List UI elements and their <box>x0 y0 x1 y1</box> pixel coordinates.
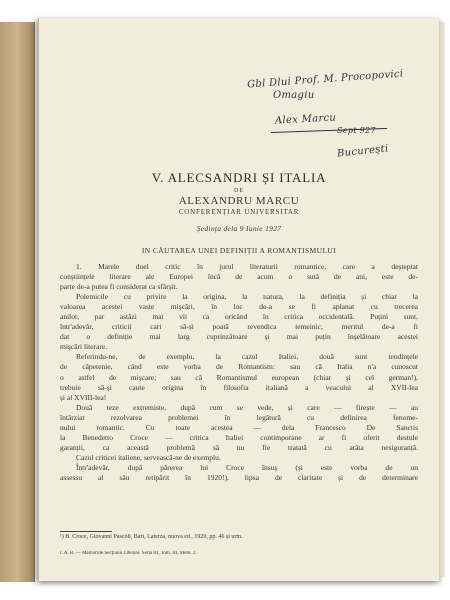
session-date: Ședința dela 9 Iunie 1927 <box>196 224 282 233</box>
body-line: într'adevăr, criticii cari să-și poată revendica temeinic, meritul de-a fi <box>60 322 418 332</box>
body-line: și al XVIII-lea! <box>60 392 107 402</box>
body-line: dat o definiție mai larg cuprinzătoare și mai puțin înșelătoare acestei <box>60 332 418 342</box>
body-line: Cazul criticei italiene, servească-ne de exemplu. <box>76 452 221 462</box>
body-line: valoarea acestei vaste mișcări, în loc de-a se fi aplanat cu trecerea <box>60 302 418 312</box>
handwritten-homage: Omagiu <box>273 90 315 101</box>
body-line: trebuie să-și caute origina în filosofia italiană a veacului al XVII-lea <box>60 382 418 392</box>
section-heading: IN CĂUTAREA UNEI DEFINIȚII A ROMANTISMULUI <box>141 246 337 255</box>
body-line: Două teze extremiste, după cum se vede, și care — firește — au <box>76 402 418 412</box>
body-line: Polemicile cu privire la origina, la natura, la definiția și chiar la <box>76 292 418 302</box>
body-line: garanții, ca această problemă să nu fie tratată cu atâta nesiguranță. <box>60 442 418 452</box>
article-body <box>60 262 418 483</box>
footnote: ¹) B. Croce, Giovanni Pascoli, Bari, Laterza, nuova ed., 1920, pp. 46 și urm. <box>60 534 243 540</box>
body-line: conștiințele literare ale Europei încă de acum o sută de ani, este de- <box>60 272 418 282</box>
body-line: 1. Marele duel critic în jurul literaturii romantice, care a deșteptat <box>76 262 418 271</box>
body-line: parte de-a putea fi considerat ca sfârșit. <box>60 282 178 292</box>
body-line: mișcări literare. <box>60 342 108 352</box>
body-line: nului romantic. Cu toate acestea — dela Francesco De Sanctis <box>60 422 418 432</box>
article-title: V. ALECSANDRI ȘI ITALIA <box>151 170 327 185</box>
backing-board <box>0 22 35 582</box>
handwritten-signature: Alex Marcu <box>274 112 337 127</box>
body-line: assessu al său retipărit în 1920!), lipsa de claritate și de determinare <box>60 472 418 482</box>
body-line: Referindu-ne, de exemplu, la cazul Italiei, două sunt tendințele <box>76 352 418 362</box>
body-line: de căpetenie, când este vorba de Romantism: sau că Italia n'a cunoscut <box>60 362 418 372</box>
publication-note: I. A. R. — Memoriile Secțiunii Literare. Seria III, Tom. III, Mem. 2. <box>60 551 197 556</box>
handwritten-place: București <box>336 143 390 160</box>
byline-de: DE <box>234 188 244 194</box>
footnote-divider <box>60 531 112 532</box>
body-line: la Benedetto Croce — critica Italiei contimporane ar fi oferit destule <box>60 432 418 442</box>
body-line: întârziat rezolvarea problemei în legătură cu definirea fenome- <box>60 412 418 422</box>
body-line: Într'adevăr, după părerea lui Croce însuș (și este vorba de un <box>76 462 418 472</box>
body-line: o astfel de mișcare; sau că Romantismul european (chiar și cel german!), <box>60 372 418 382</box>
handwritten-dedication: Gbl Dlui Prof. M. Procopovici <box>246 68 404 91</box>
body-line: anilor, par astăzi mai vii ca oricând în critica occidentală. Puțini sunt, <box>60 312 418 322</box>
author-name: ALEXANDRU MARCU <box>178 195 300 207</box>
author-role: CONFERENȚIAR UNIVERSITAR <box>178 208 300 216</box>
handwritten-date: Sept 927 <box>337 126 376 135</box>
document-page <box>38 18 439 581</box>
